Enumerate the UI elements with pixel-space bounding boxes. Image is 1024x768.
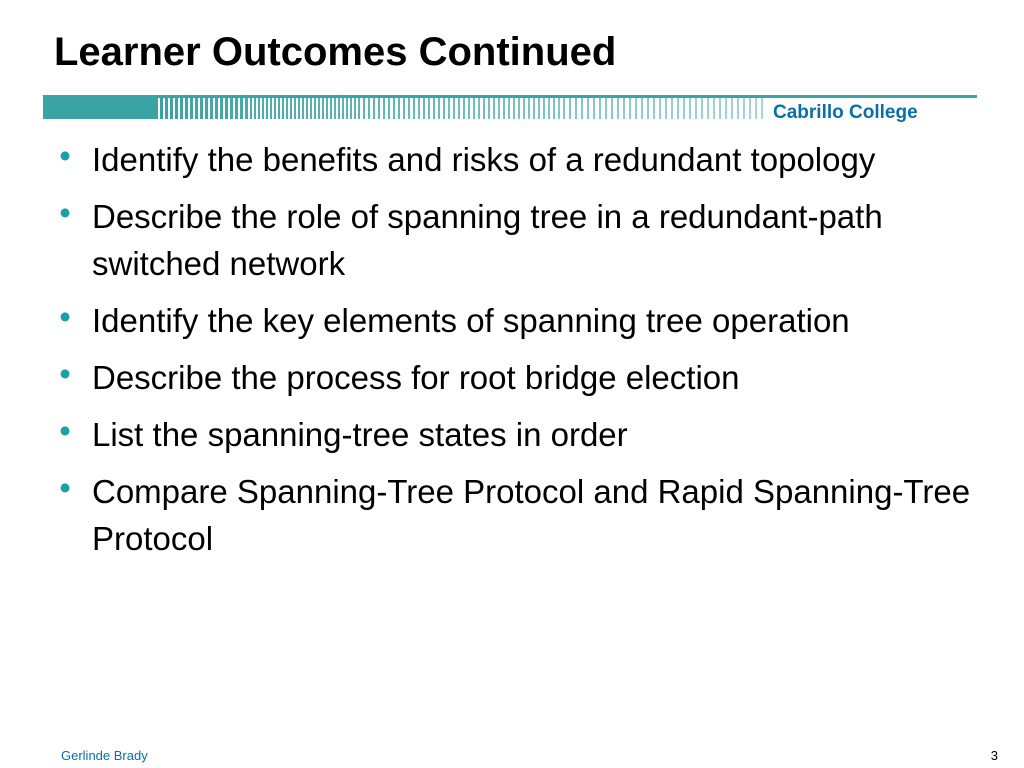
header-band-stripe: [258, 95, 260, 119]
header-band-stripe: [363, 95, 365, 119]
header-band-stripe: [761, 95, 763, 119]
header-band-stripe: [294, 95, 296, 119]
header-band-stripe: [689, 95, 691, 119]
header-band-stripe: [235, 95, 238, 119]
bullet-text: Describe the role of spanning tree in a redundant-path switched network: [92, 198, 883, 282]
header-band-stripe: [338, 95, 340, 119]
header-band-stripe: [725, 95, 727, 119]
header-band-stripe: [743, 95, 745, 119]
header-band-stripe: [548, 95, 550, 119]
header-band-stripe: [453, 95, 455, 119]
header-band-stripe: [558, 95, 560, 119]
header-band-stripe: [443, 95, 445, 119]
header-band-stripe: [518, 95, 520, 119]
header-band-stripe: [587, 95, 589, 119]
slide-title: Learner Outcomes Continued: [54, 30, 617, 74]
header-band-stripe: [593, 95, 595, 119]
header-band-stripe: [707, 95, 709, 119]
header-band-block: [43, 95, 155, 119]
bullet-item: [56, 354, 986, 401]
bullet-dot-icon: •: [59, 137, 71, 174]
header-band-stripe: [342, 95, 344, 119]
header-band-stripe: [665, 95, 667, 119]
header-band-stripe: [418, 95, 420, 119]
header-band-stripe: [508, 95, 510, 119]
bullet-item: [56, 136, 986, 183]
header-band-stripe: [240, 95, 243, 119]
header-band-stripe: [413, 95, 415, 119]
header-band-stripe: [388, 95, 390, 119]
header-band-stripe: [270, 95, 272, 119]
header-band-stripes: [155, 95, 763, 119]
bullet-item: [56, 297, 986, 344]
header-band-stripe: [318, 95, 320, 119]
header-band-stripe: [408, 95, 410, 119]
header-band-stripe: [282, 95, 284, 119]
header-band-stripe: [553, 95, 555, 119]
header-band-stripe: [599, 95, 601, 119]
header-band-stripe: [749, 95, 751, 119]
header-band-stripe: [346, 95, 348, 119]
header-band-stripe: [423, 95, 425, 119]
header-band-stripe: [306, 95, 308, 119]
header-band-stripe: [326, 95, 328, 119]
header-band-stripe: [358, 95, 360, 119]
header-band-stripe: [373, 95, 375, 119]
header-band-stripe: [438, 95, 440, 119]
header-band-stripe: [225, 95, 228, 119]
header-band-stripe: [701, 95, 703, 119]
header-band-stripe: [659, 95, 661, 119]
header-band-stripe: [713, 95, 715, 119]
header-band-stripe: [611, 95, 613, 119]
header-band-stripe: [498, 95, 500, 119]
header-band-stripe: [463, 95, 465, 119]
header-band-stripe: [523, 95, 525, 119]
header-band-stripe: [473, 95, 475, 119]
page-number: 3: [990, 748, 998, 763]
header-band-stripe: [368, 95, 370, 119]
header-band-stripe: [334, 95, 336, 119]
header-band-stripe: [483, 95, 485, 119]
header-band-stripe: [468, 95, 470, 119]
header-band-stripe: [195, 95, 198, 119]
header-band-stripe: [695, 95, 697, 119]
header-band-stripe: [245, 95, 248, 119]
bullet-text: Compare Spanning-Tree Protocol and Rapid Spanning-Tree Protocol: [92, 473, 971, 557]
bullet-dot-icon: •: [59, 412, 71, 449]
header-band-stripe: [290, 95, 292, 119]
header-band-stripe: [629, 95, 631, 119]
header-band-stripe: [605, 95, 607, 119]
header-band-stripe: [528, 95, 530, 119]
header-band-stripe: [200, 95, 203, 119]
header-band-stripe: [513, 95, 515, 119]
header-band-stripe: [581, 95, 583, 119]
bullet-dot-icon: •: [59, 298, 71, 335]
header-band-stripe: [448, 95, 450, 119]
header-band-stripe: [354, 95, 356, 119]
header-band-stripe: [398, 95, 400, 119]
header-band-stripe: [647, 95, 649, 119]
header-band-stripe: [185, 95, 188, 119]
bullet-list: [56, 136, 986, 572]
header-band-stripe: [378, 95, 380, 119]
header-band-stripe: [314, 95, 316, 119]
header-band-stripe: [683, 95, 685, 119]
header-band-stripe: [262, 95, 264, 119]
bullet-item: [56, 468, 986, 562]
header-band-stripe: [623, 95, 625, 119]
header-band-stripe: [254, 95, 256, 119]
bullet-item: [56, 411, 986, 458]
header-band-stripe: [330, 95, 332, 119]
header-band-stripe: [278, 95, 280, 119]
header-band-stripe: [569, 95, 571, 119]
header-band-stripe: [170, 95, 173, 119]
header-band-stripe: [719, 95, 721, 119]
college-logo-text: Cabrillo College: [773, 102, 918, 123]
bullet-text: Describe the process for root bridge election: [92, 359, 740, 396]
header-band-stripe: [383, 95, 385, 119]
header-band-stripe: [503, 95, 505, 119]
header-band-stripe: [478, 95, 480, 119]
header-band-stripe: [205, 95, 208, 119]
header-band-stripe: [310, 95, 312, 119]
footer-author: Gerlinde Brady: [61, 748, 148, 763]
header-band-stripe: [635, 95, 637, 119]
header-band-stripe: [215, 95, 218, 119]
header-band-stripe: [458, 95, 460, 119]
header-band-stripe: [641, 95, 643, 119]
bullet-item: [56, 193, 986, 287]
header-band-stripe: [617, 95, 619, 119]
header-band-stripe: [286, 95, 288, 119]
header-band-stripe: [190, 95, 193, 119]
header-band-stripe: [230, 95, 233, 119]
header-band-stripe: [731, 95, 733, 119]
header-band-stripe: [266, 95, 268, 119]
bullet-text: Identify the benefits and risks of a redundant topology: [92, 141, 876, 178]
header-band-stripe: [428, 95, 430, 119]
header-band-stripe: [298, 95, 300, 119]
header-band-stripe: [322, 95, 324, 119]
header-band-stripe: [543, 95, 545, 119]
header-band-stripe: [533, 95, 535, 119]
bullet-text: List the spanning-tree states in order: [92, 416, 628, 453]
header-band-stripe: [737, 95, 739, 119]
header-band-stripe: [403, 95, 405, 119]
header-band-stripe: [250, 95, 252, 119]
header-band-stripe: [488, 95, 490, 119]
header-band-stripe: [563, 95, 565, 119]
header-band-stripe: [175, 95, 178, 119]
bullet-text: Identify the key elements of spanning tree operation: [92, 302, 850, 339]
header-band-stripe: [210, 95, 213, 119]
header-band-stripe: [165, 95, 168, 119]
header-band-stripe: [393, 95, 395, 119]
header-band-stripe: [433, 95, 435, 119]
header-band-stripe: [755, 95, 757, 119]
bullet-dot-icon: •: [59, 355, 71, 392]
header-band-stripe: [274, 95, 276, 119]
header-band-stripe: [653, 95, 655, 119]
header-band-stripe: [493, 95, 495, 119]
header-band-stripe: [575, 95, 577, 119]
header-band-stripe: [155, 95, 158, 119]
bullet-dot-icon: •: [59, 469, 71, 506]
header-band-stripe: [220, 95, 223, 119]
header-band-stripe: [538, 95, 540, 119]
bullet-dot-icon: •: [59, 194, 71, 231]
header-band-stripe: [677, 95, 679, 119]
header-band-stripe: [671, 95, 673, 119]
header-band-stripe: [180, 95, 183, 119]
header-band-stripe: [160, 95, 163, 119]
header-band-stripe: [350, 95, 352, 119]
header-band-stripe: [302, 95, 304, 119]
